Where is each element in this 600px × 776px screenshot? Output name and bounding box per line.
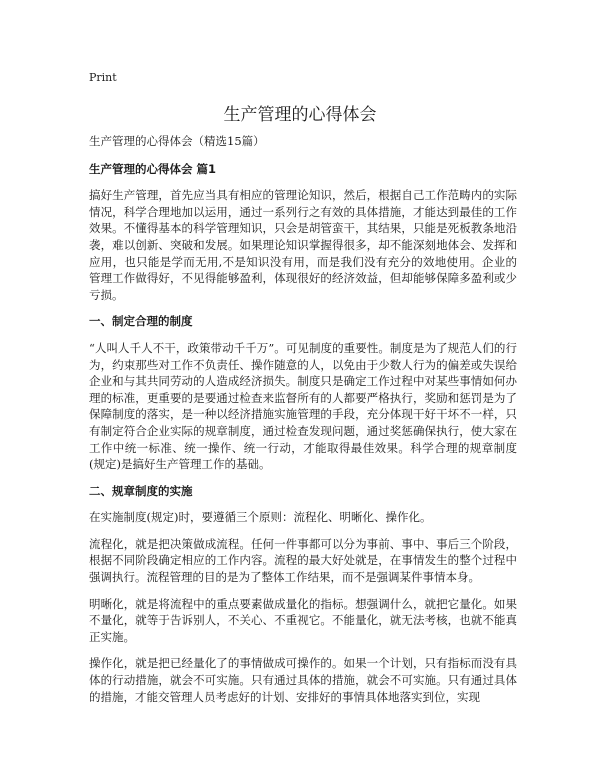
intro-paragraph: 搞好生产管理，首先应当具有相应的管理论知识，然后，根据自己工作范畴内的实际情况，科学合理地加以运用，通过一系列行之有效的具体措施，才能达到最佳的工作效果。不懂得基本的科学管理知识，只会是胡管蛮干，其结果，只能是死板教条地沿袭，难以创新、突破和发展。如果理论知识掌握得很多，却不能深刻地体会、发挥和应用，也只能是学而无用,不是知识没有用，而是我们没有充分的效地使用。企业的管理工作做得好，不见得能够盈利，体现很好的经济效益，但却能够保障多盈利或少亏损。 [89,188,517,302]
flow-paragraph: 流程化，就是把决策做成流程。任何一件事都可以分为事前、事中、事后三个阶段，根据不同阶段确定相应的工作内容。流程的最大好处就是，在事情发生的整个过程中强调执行。流程管理的目的是为了整体工作结果，而不是强调某件事情本身。 [89,536,517,585]
article-body [89,133,517,715]
section2-intro: 在实施制度(规定)时，要遵循三个原则：流程化、明晰化、操作化。 [89,510,432,525]
section1-paragraph: “人叫人千人不干，政策带动千千万”。可见制度的重要性。制度是为了规范人们的行为，约束那些对工作不负责任、操作随意的人，以免由于少数人行为的偏差或失误给企业和与其共同劳动的人造成经济损失。制度只是确定工作过程中对某些事情如何办理的标准，更重要的是要通过检查来监督所有的人都要严格执行，奖励和惩罚是为了保障制度的落实，是一种以经济措施实施管理的手段，充分体现干好干坏不一样，只有制定符合企业实际的规章制度，通过检查发现问题，通过奖惩确保执行，使大家在工作中统一标准、统一操作、统一行动，才能取得最佳效果。科学合理的规章制度(规定)是搞好生产管理工作的基础。 [89,340,517,472]
section1-heading: 一、制定合理的制度 [89,314,193,329]
operation-paragraph: 操作化，就是把已经量化了的事情做成可操作的。如果一个计划，只有指标而没有具体的行动措施，就会不可实施。只有通过具体的措施，就会不可实施。只有通过具体的措施，才能交管理人员考虑好的计划、安排好的事情具体地落实到位，实现 [89,656,517,704]
print-link[interactable]: Print [89,71,117,84]
clarity-paragraph: 明晰化，就是将流程中的重点要素做成量化的指标。想强调什么，就把它量化。如果不量化，就等于告诉别人，不关心、不重视它。不能量化，就无法考核，也就不能真正实施。 [89,596,517,644]
article-heading: 生产管理的心得体会 篇1 [89,161,217,176]
subtitle: 生产管理的心得体会（精选15篇） [89,134,265,148]
page-title: 生产管理的心得体会 [223,105,377,125]
section2-heading: 二、规章制度的实施 [89,483,193,498]
